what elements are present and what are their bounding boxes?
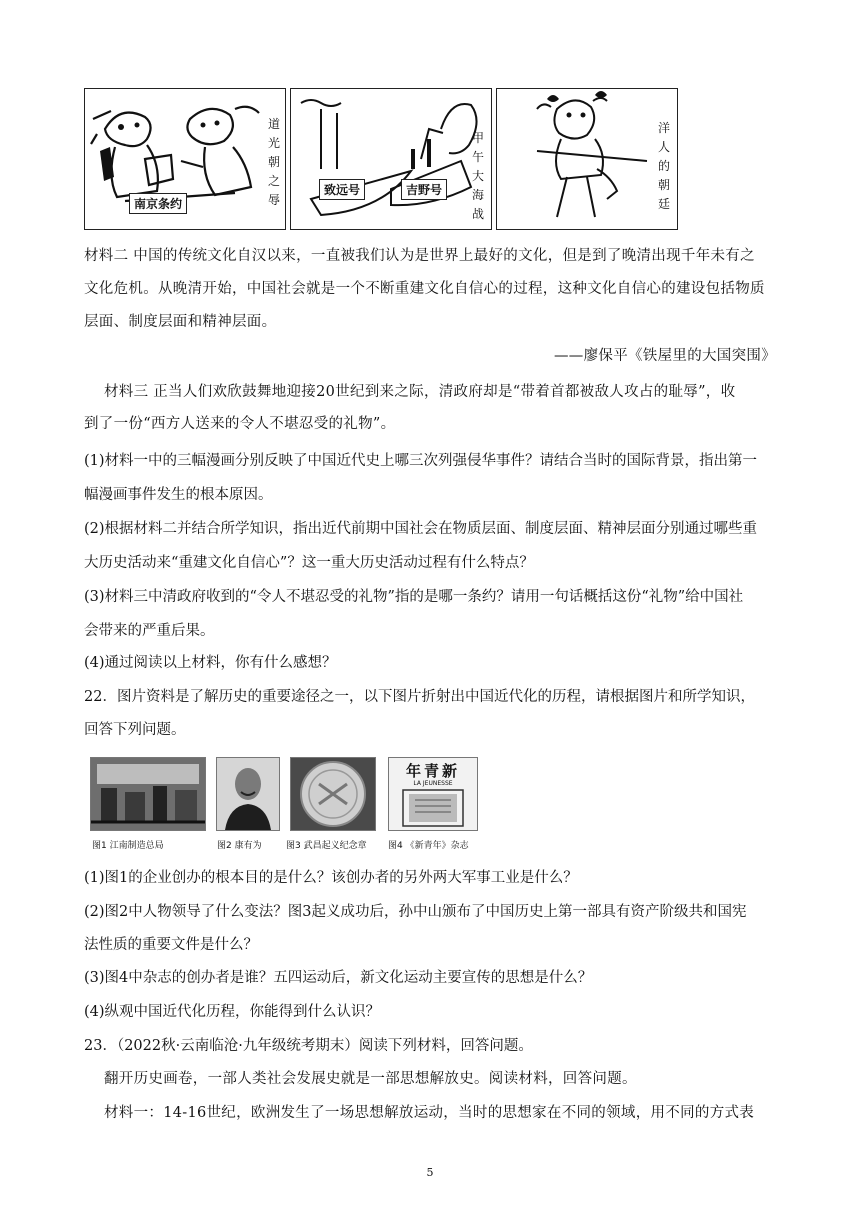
yoshino-ship-label: 吉野号 [401,179,447,200]
q21-4: (4)通过阅读以上材料，你有什么感想？ [84,655,337,671]
q21-1-line2: 幅漫画事件发生的根本原因。 [84,487,273,503]
q23-intro: 23．（2022秋·云南临沧·九年级统考期末）阅读下列材料，回答问题。 [84,1038,533,1054]
photo-wuchang-medal [290,757,376,831]
q21-2-line1: (2)根据材料二并结合所学知识，指出近代前期中国社会在物质层面、制度层面、精神层面分别通过哪些重 [84,521,758,537]
nanjing-treaty-label: 南京条约 [129,193,187,214]
q22-2-line1: (2)图2中人物领导了什么变法？图3起义成功后，孙中山颁布了中国历史上第一部具有资产阶级共和国宪 [84,904,747,920]
photo-kang-youwei [216,757,280,831]
material3-line2: 到了一份“西方人送来的令人不堪忍受的礼物”。 [84,416,396,432]
cartoon-panel-nanjing [84,88,286,230]
cartoon-panel-sino-japanese-war [290,88,492,230]
material3-line1: 材料三 正当人们欢欣鼓舞地迎接20世纪到来之际，清政府却是“带着首都被敌人攻占的耻辱”，收 [104,384,736,400]
q22-1: (1)图1的企业创办的根本目的是什么？该创办者的另外两大军事工业是什么？ [84,870,578,886]
page-number: 5 [426,1166,434,1179]
q23-paragraph1: 翻开历史画卷，一部人类社会发展史就是一部思想解放史。阅读材料，回答问题。 [104,1071,637,1087]
caption-fig4: 图4 《新青年》杂志 [388,841,469,851]
q23-material1: 材料一：14-16世纪，欧洲发生了一场思想解放运动，当时的思想家在不同的领域，用不同的方式表 [104,1105,755,1121]
caption-fig2: 图2 康有为 [217,841,262,851]
magazine-title: 年青新 [405,762,460,780]
q22-intro-line1: 22．图片资料是了解历史的重要途径之一，以下图片折射出中国近代化的历程，请根据图片和所学知识， [84,689,755,705]
material2-line3: 层面、制度层面和精神层面。 [84,314,277,330]
photo-jiangnan-arsenal [90,757,206,831]
zhiyuan-ship-label: 致远号 [319,179,365,200]
cartoon-drawing-3 [497,89,677,229]
material2-source: ——廖保平《铁屋里的大国突围》 [554,348,776,364]
q21-3-line2: 会带来的严重后果。 [84,623,215,639]
material2-line1: 材料二 中国的传统文化自汉以来，一直被我们认为是世界上最好的文化，但是到了晚清出现千年未有之 [84,248,755,264]
q21-1-line1: (1)材料一中的三幅漫画分别反映了中国近代史上哪三次列强侵华事件？请结合当时的国际背景，指出第一 [84,453,758,469]
cartoon-drawing-2 [291,89,491,229]
q21-2-line2: 大历史活动来“重建文化自信心”？这一重大历史活动过程有什么特点？ [84,555,534,571]
cartoon-panel-foreigners-court [496,88,678,230]
cartoon-caption-1: 道 光 朝 之 辱 [267,117,280,207]
q21-3-line1: (3)材料三中清政府收到的“令人不堪忍受的礼物”指的是哪一条约？请用一句话概括这份“礼物”给中国社 [84,589,744,605]
material2-line2: 文化危机。从晚清开始，中国社会就是一个不断重建文化自信心的过程，这种文化自信心的建设包括物质 [84,281,765,297]
cartoon-caption-3: 洋 人 的 朝 廷 [657,121,670,211]
caption-fig3: 图3 武昌起义纪念章 [286,841,367,851]
photo-new-youth-magazine [388,757,478,831]
q22-3: (3)图4中杂志的创办者是谁？五四运动后，新文化运动主要宣传的思想是什么？ [84,970,593,986]
caption-fig1: 图1 江南制造总局 [92,841,164,851]
cartoon-caption-2: 甲 午 大 海 战 [471,131,484,221]
q22-4: (4)纵观中国近代化历程，你能得到什么认识？ [84,1004,381,1020]
q22-2-line2: 法性质的重要文件是什么？ [84,937,258,953]
magazine-subtitle: LA JEUNESSE [413,780,453,787]
q22-intro-line2: 回答下列问题。 [84,722,186,738]
